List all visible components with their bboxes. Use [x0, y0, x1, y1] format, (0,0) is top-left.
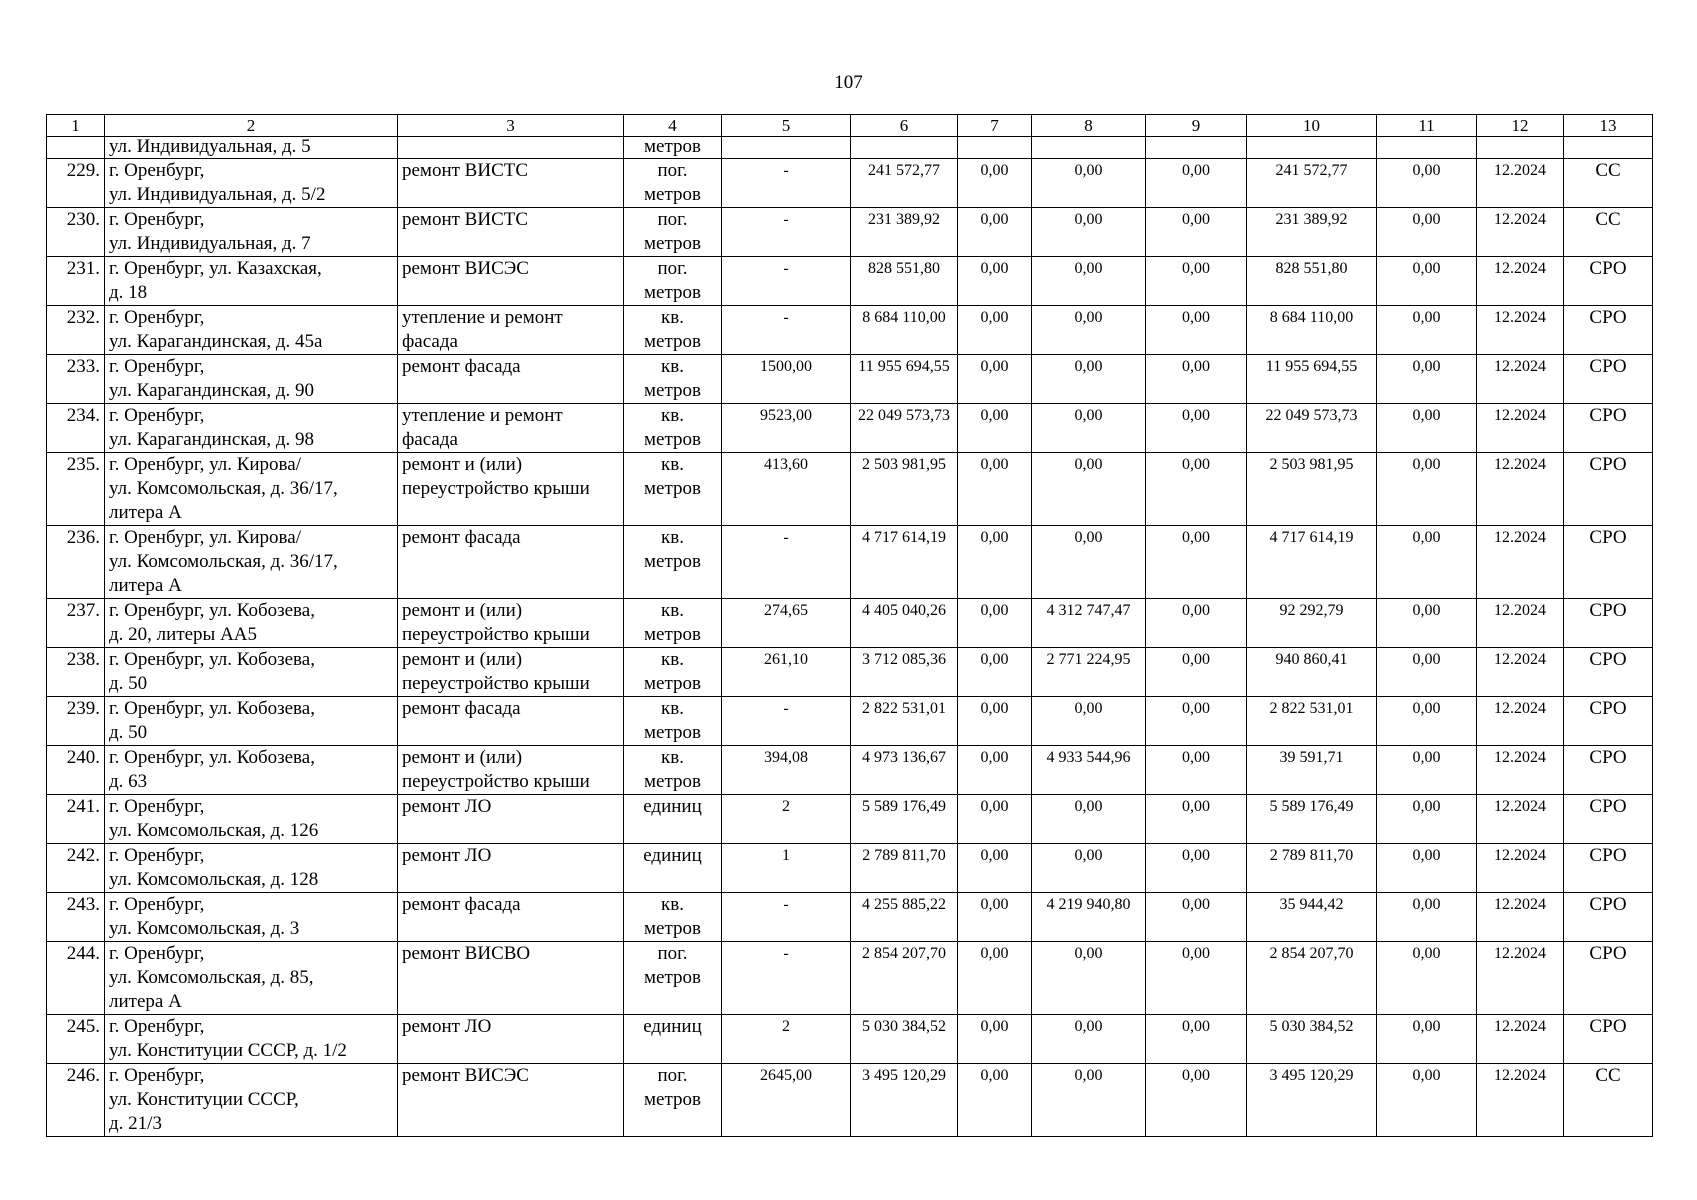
col8-cell: 4 312 747,47: [1032, 599, 1146, 648]
unit-cell: единиц: [624, 795, 722, 844]
deadline-cell: 12.2024: [1477, 453, 1564, 526]
column-header-4: 4: [624, 115, 722, 137]
column-header-13: 13: [1564, 115, 1653, 137]
work-type-cell: ремонт ЛО: [398, 1015, 624, 1064]
col7-cell: 0,00: [958, 697, 1032, 746]
row-number: 244.: [47, 942, 105, 1015]
unit-cell: кв. метров: [624, 453, 722, 526]
deadline-cell: 12.2024: [1477, 355, 1564, 404]
total-cost-cell: 241 572,77: [851, 159, 958, 208]
col11-cell: 0,00: [1377, 942, 1477, 1015]
method-cell: СРО: [1564, 599, 1653, 648]
table-row: [47, 453, 1653, 526]
col9-cell: 0,00: [1146, 208, 1247, 257]
column-header-12: 12: [1477, 115, 1564, 137]
quantity-cell: -: [722, 893, 851, 942]
col11-cell: 0,00: [1377, 257, 1477, 306]
work-type-cell: ремонт ЛО: [398, 844, 624, 893]
deadline-cell: 12.2024: [1477, 893, 1564, 942]
unit-cell: кв. метров: [624, 306, 722, 355]
col8-cell: 2 771 224,95: [1032, 648, 1146, 697]
total-cost-cell: 22 049 573,73: [851, 404, 958, 453]
table-row: [47, 648, 1653, 697]
col7-cell: 0,00: [958, 355, 1032, 404]
col7-cell: 0,00: [958, 453, 1032, 526]
column-header-5: 5: [722, 115, 851, 137]
total-cost-cell: 11 955 694,55: [851, 355, 958, 404]
quantity-cell: -: [722, 306, 851, 355]
col11-cell: 0,00: [1377, 746, 1477, 795]
col8-cell: 0,00: [1032, 404, 1146, 453]
row-number: 246.: [47, 1064, 105, 1137]
column-header-9: 9: [1146, 115, 1247, 137]
total-cost-cell: 2 503 981,95: [851, 453, 958, 526]
col9-cell: [1146, 137, 1247, 159]
work-type-cell: ремонт фасада: [398, 697, 624, 746]
total-cost-cell: 4 973 136,67: [851, 746, 958, 795]
col8-cell: 0,00: [1032, 1015, 1146, 1064]
work-type-cell: ремонт и (или) переустройство крыши: [398, 453, 624, 526]
col7-cell: 0,00: [958, 208, 1032, 257]
col11-cell: 0,00: [1377, 453, 1477, 526]
row-number: 229.: [47, 159, 105, 208]
address-cell: г. Оренбург, ул. Кирова/ ул. Комсомольская, д. 36/17, литера А: [105, 526, 398, 599]
address-cell: г. Оренбург, ул. Карагандинская, д. 90: [105, 355, 398, 404]
deadline-cell: [1477, 137, 1564, 159]
table-row: [47, 526, 1653, 599]
col8-cell: [1032, 137, 1146, 159]
table-row: [47, 697, 1653, 746]
col7-cell: 0,00: [958, 648, 1032, 697]
total-cost-cell: [851, 137, 958, 159]
col8-cell: 4 219 940,80: [1032, 893, 1146, 942]
col11-cell: 0,00: [1377, 159, 1477, 208]
deadline-cell: 12.2024: [1477, 404, 1564, 453]
col10-cell: 35 944,42: [1247, 893, 1377, 942]
col9-cell: 0,00: [1146, 1064, 1247, 1137]
row-number: 232.: [47, 306, 105, 355]
total-cost-cell: 3 712 085,36: [851, 648, 958, 697]
col9-cell: 0,00: [1146, 1015, 1247, 1064]
col7-cell: [958, 137, 1032, 159]
row-number: 245.: [47, 1015, 105, 1064]
quantity-cell: -: [722, 942, 851, 1015]
address-cell: г. Оренбург, ул. Кобозева, д. 50: [105, 697, 398, 746]
quantity-cell: -: [722, 257, 851, 306]
address-cell: г. Оренбург, ул. Кобозева, д. 63: [105, 746, 398, 795]
total-cost-cell: 4 255 885,22: [851, 893, 958, 942]
col9-cell: 0,00: [1146, 306, 1247, 355]
deadline-cell: 12.2024: [1477, 697, 1564, 746]
deadline-cell: 12.2024: [1477, 942, 1564, 1015]
address-cell: г. Оренбург, ул. Казахская, д. 18: [105, 257, 398, 306]
column-header-7: 7: [958, 115, 1032, 137]
address-cell: г. Оренбург, ул. Комсомольская, д. 85, литера А: [105, 942, 398, 1015]
col9-cell: 0,00: [1146, 942, 1247, 1015]
unit-cell: кв. метров: [624, 599, 722, 648]
page-number: 107: [834, 72, 863, 93]
col11-cell: 0,00: [1377, 893, 1477, 942]
quantity-cell: [722, 137, 851, 159]
unit-cell: кв. метров: [624, 355, 722, 404]
unit-cell: кв. метров: [624, 893, 722, 942]
address-cell: г. Оренбург, ул. Карагандинская, д. 45а: [105, 306, 398, 355]
deadline-cell: 12.2024: [1477, 648, 1564, 697]
col7-cell: 0,00: [958, 599, 1032, 648]
deadline-cell: 12.2024: [1477, 526, 1564, 599]
col11-cell: 0,00: [1377, 648, 1477, 697]
deadline-cell: 12.2024: [1477, 599, 1564, 648]
col7-cell: 0,00: [958, 942, 1032, 1015]
col10-cell: 241 572,77: [1247, 159, 1377, 208]
col7-cell: 0,00: [958, 746, 1032, 795]
col10-cell: 11 955 694,55: [1247, 355, 1377, 404]
work-type-cell: ремонт и (или) переустройство крыши: [398, 599, 624, 648]
col10-cell: 2 854 207,70: [1247, 942, 1377, 1015]
col7-cell: 0,00: [958, 893, 1032, 942]
deadline-cell: 12.2024: [1477, 257, 1564, 306]
col11-cell: 0,00: [1377, 1064, 1477, 1137]
quantity-cell: 2645,00: [722, 1064, 851, 1137]
col11-cell: 0,00: [1377, 697, 1477, 746]
unit-cell: кв. метров: [624, 697, 722, 746]
work-type-cell: ремонт ВИСТС: [398, 159, 624, 208]
col10-cell: 5 030 384,52: [1247, 1015, 1377, 1064]
col10-cell: 940 860,41: [1247, 648, 1377, 697]
quantity-cell: -: [722, 526, 851, 599]
col11-cell: 0,00: [1377, 526, 1477, 599]
address-cell: г. Оренбург, ул. Кирова/ ул. Комсомольская, д. 36/17, литера А: [105, 453, 398, 526]
table-row: [47, 599, 1653, 648]
col10-cell: 3 495 120,29: [1247, 1064, 1377, 1137]
method-cell: СС: [1564, 1064, 1653, 1137]
quantity-cell: 2: [722, 795, 851, 844]
total-cost-cell: 2 822 531,01: [851, 697, 958, 746]
address-cell: г. Оренбург, ул. Комсомольская, д. 3: [105, 893, 398, 942]
deadline-cell: 12.2024: [1477, 306, 1564, 355]
table-row: [47, 746, 1653, 795]
deadline-cell: 12.2024: [1477, 795, 1564, 844]
work-type-cell: ремонт ВИСТС: [398, 208, 624, 257]
address-cell: г. Оренбург, ул. Индивидуальная, д. 7: [105, 208, 398, 257]
col10-cell: 2 503 981,95: [1247, 453, 1377, 526]
col9-cell: 0,00: [1146, 697, 1247, 746]
method-cell: СС: [1564, 208, 1653, 257]
method-cell: СРО: [1564, 404, 1653, 453]
col11-cell: 0,00: [1377, 404, 1477, 453]
col7-cell: 0,00: [958, 1015, 1032, 1064]
col8-cell: 0,00: [1032, 942, 1146, 1015]
table-body: [47, 137, 1653, 1137]
col8-cell: 0,00: [1032, 1064, 1146, 1137]
row-number: 236.: [47, 526, 105, 599]
table-row: [47, 208, 1653, 257]
work-type-cell: ремонт фасада: [398, 526, 624, 599]
col8-cell: 0,00: [1032, 795, 1146, 844]
row-number: 240.: [47, 746, 105, 795]
col8-cell: 0,00: [1032, 208, 1146, 257]
col7-cell: 0,00: [958, 306, 1032, 355]
col8-cell: 0,00: [1032, 844, 1146, 893]
method-cell: СС: [1564, 159, 1653, 208]
col11-cell: 0,00: [1377, 844, 1477, 893]
table-row: [47, 257, 1653, 306]
col10-cell: 2 789 811,70: [1247, 844, 1377, 893]
quantity-cell: 261,10: [722, 648, 851, 697]
address-cell: г. Оренбург, ул. Кобозева, д. 20, литеры АА5: [105, 599, 398, 648]
col11-cell: [1377, 137, 1477, 159]
col9-cell: 0,00: [1146, 404, 1247, 453]
col11-cell: 0,00: [1377, 306, 1477, 355]
col8-cell: 0,00: [1032, 257, 1146, 306]
work-type-cell: ремонт фасада: [398, 893, 624, 942]
table-row: [47, 893, 1653, 942]
deadline-cell: 12.2024: [1477, 1064, 1564, 1137]
row-number: 242.: [47, 844, 105, 893]
quantity-cell: 1500,00: [722, 355, 851, 404]
col10-cell: [1247, 137, 1377, 159]
table-row: [47, 404, 1653, 453]
col8-cell: 0,00: [1032, 355, 1146, 404]
unit-cell: пог. метров: [624, 208, 722, 257]
address-cell: г. Оренбург, ул. Комсомольская, д. 126: [105, 795, 398, 844]
total-cost-cell: 828 551,80: [851, 257, 958, 306]
col7-cell: 0,00: [958, 159, 1032, 208]
column-header-6: 6: [851, 115, 958, 137]
unit-cell: кв. метров: [624, 404, 722, 453]
table-row: [47, 795, 1653, 844]
deadline-cell: 12.2024: [1477, 1015, 1564, 1064]
work-type-cell: [398, 137, 624, 159]
col8-cell: 0,00: [1032, 697, 1146, 746]
row-number: 231.: [47, 257, 105, 306]
total-cost-cell: 8 684 110,00: [851, 306, 958, 355]
row-number: 241.: [47, 795, 105, 844]
deadline-cell: 12.2024: [1477, 159, 1564, 208]
work-type-cell: ремонт и (или) переустройство крыши: [398, 746, 624, 795]
unit-cell: метров: [624, 137, 722, 159]
col10-cell: 828 551,80: [1247, 257, 1377, 306]
total-cost-cell: 3 495 120,29: [851, 1064, 958, 1137]
unit-cell: единиц: [624, 844, 722, 893]
total-cost-cell: 2 854 207,70: [851, 942, 958, 1015]
unit-cell: пог. метров: [624, 159, 722, 208]
deadline-cell: 12.2024: [1477, 844, 1564, 893]
work-type-cell: ремонт фасада: [398, 355, 624, 404]
address-cell: г. Оренбург, ул. Карагандинская, д. 98: [105, 404, 398, 453]
method-cell: СРО: [1564, 795, 1653, 844]
unit-cell: пог. метров: [624, 257, 722, 306]
quantity-cell: 9523,00: [722, 404, 851, 453]
quantity-cell: 413,60: [722, 453, 851, 526]
work-type-cell: ремонт и (или) переустройство крыши: [398, 648, 624, 697]
row-number: 239.: [47, 697, 105, 746]
unit-cell: кв. метров: [624, 746, 722, 795]
address-cell: г. Оренбург, ул. Комсомольская, д. 128: [105, 844, 398, 893]
row-number: 233.: [47, 355, 105, 404]
total-cost-cell: 5 589 176,49: [851, 795, 958, 844]
column-header-3: 3: [398, 115, 624, 137]
method-cell: СРО: [1564, 257, 1653, 306]
col9-cell: 0,00: [1146, 746, 1247, 795]
quantity-cell: 274,65: [722, 599, 851, 648]
address-cell: ул. Индивидуальная, д. 5: [105, 137, 398, 159]
method-cell: СРО: [1564, 697, 1653, 746]
method-cell: СРО: [1564, 306, 1653, 355]
col7-cell: 0,00: [958, 404, 1032, 453]
col11-cell: 0,00: [1377, 599, 1477, 648]
table-row: [47, 844, 1653, 893]
column-header-10: 10: [1247, 115, 1377, 137]
row-number: 235.: [47, 453, 105, 526]
col8-cell: 0,00: [1032, 306, 1146, 355]
col9-cell: 0,00: [1146, 599, 1247, 648]
total-cost-cell: 231 389,92: [851, 208, 958, 257]
total-cost-cell: 4 405 040,26: [851, 599, 958, 648]
quantity-cell: -: [722, 159, 851, 208]
work-type-cell: ремонт ВИСЭС: [398, 1064, 624, 1137]
address-cell: г. Оренбург, ул. Кобозева, д. 50: [105, 648, 398, 697]
work-type-cell: утепление и ремонт фасада: [398, 306, 624, 355]
unit-cell: пог. метров: [624, 1064, 722, 1137]
row-number: 234.: [47, 404, 105, 453]
col8-cell: 0,00: [1032, 453, 1146, 526]
method-cell: СРО: [1564, 746, 1653, 795]
row-number: [47, 137, 105, 159]
deadline-cell: 12.2024: [1477, 746, 1564, 795]
method-cell: СРО: [1564, 526, 1653, 599]
work-type-cell: ремонт ЛО: [398, 795, 624, 844]
table-row: [47, 355, 1653, 404]
unit-cell: кв. метров: [624, 526, 722, 599]
table-row: [47, 942, 1653, 1015]
col11-cell: 0,00: [1377, 355, 1477, 404]
address-cell: г. Оренбург, ул. Индивидуальная, д. 5/2: [105, 159, 398, 208]
total-cost-cell: 2 789 811,70: [851, 844, 958, 893]
method-cell: СРО: [1564, 355, 1653, 404]
col7-cell: 0,00: [958, 1064, 1032, 1137]
table-row: [47, 306, 1653, 355]
col10-cell: 231 389,92: [1247, 208, 1377, 257]
quantity-cell: 2: [722, 1015, 851, 1064]
col9-cell: 0,00: [1146, 355, 1247, 404]
work-type-cell: утепление и ремонт фасада: [398, 404, 624, 453]
quantity-cell: -: [722, 208, 851, 257]
col10-cell: 2 822 531,01: [1247, 697, 1377, 746]
col9-cell: 0,00: [1146, 526, 1247, 599]
method-cell: СРО: [1564, 453, 1653, 526]
row-number: 230.: [47, 208, 105, 257]
row-number: 238.: [47, 648, 105, 697]
address-cell: г. Оренбург, ул. Конституции СССР, д. 1/2: [105, 1015, 398, 1064]
col10-cell: 92 292,79: [1247, 599, 1377, 648]
col9-cell: 0,00: [1146, 844, 1247, 893]
col9-cell: 0,00: [1146, 453, 1247, 526]
method-cell: СРО: [1564, 893, 1653, 942]
col9-cell: 0,00: [1146, 893, 1247, 942]
table-row: [47, 137, 1653, 159]
unit-cell: единиц: [624, 1015, 722, 1064]
col9-cell: 0,00: [1146, 257, 1247, 306]
row-number: 237.: [47, 599, 105, 648]
col10-cell: 4 717 614,19: [1247, 526, 1377, 599]
col11-cell: 0,00: [1377, 795, 1477, 844]
col11-cell: 0,00: [1377, 1015, 1477, 1064]
col9-cell: 0,00: [1146, 648, 1247, 697]
table-row: [47, 159, 1653, 208]
quantity-cell: 394,08: [722, 746, 851, 795]
column-header-2: 2: [105, 115, 398, 137]
method-cell: СРО: [1564, 942, 1653, 1015]
address-cell: г. Оренбург, ул. Конституции СССР, д. 21/3: [105, 1064, 398, 1137]
col10-cell: 8 684 110,00: [1247, 306, 1377, 355]
repair-register-table: [46, 114, 1653, 1137]
work-type-cell: ремонт ВИСЭС: [398, 257, 624, 306]
col7-cell: 0,00: [958, 844, 1032, 893]
quantity-cell: 1: [722, 844, 851, 893]
total-cost-cell: 4 717 614,19: [851, 526, 958, 599]
method-cell: СРО: [1564, 648, 1653, 697]
column-header-1: 1: [47, 115, 105, 137]
table-row: [47, 1064, 1653, 1137]
col8-cell: 0,00: [1032, 526, 1146, 599]
col7-cell: 0,00: [958, 257, 1032, 306]
work-type-cell: ремонт ВИСВО: [398, 942, 624, 1015]
unit-cell: кв. метров: [624, 648, 722, 697]
col7-cell: 0,00: [958, 795, 1032, 844]
quantity-cell: -: [722, 697, 851, 746]
col9-cell: 0,00: [1146, 795, 1247, 844]
col10-cell: 5 589 176,49: [1247, 795, 1377, 844]
method-cell: [1564, 137, 1653, 159]
col9-cell: 0,00: [1146, 159, 1247, 208]
col10-cell: 39 591,71: [1247, 746, 1377, 795]
col8-cell: 4 933 544,96: [1032, 746, 1146, 795]
column-number-row: [47, 115, 1653, 137]
total-cost-cell: 5 030 384,52: [851, 1015, 958, 1064]
column-header-8: 8: [1032, 115, 1146, 137]
col7-cell: 0,00: [958, 526, 1032, 599]
unit-cell: пог. метров: [624, 942, 722, 1015]
method-cell: СРО: [1564, 1015, 1653, 1064]
col10-cell: 22 049 573,73: [1247, 404, 1377, 453]
method-cell: СРО: [1564, 844, 1653, 893]
deadline-cell: 12.2024: [1477, 208, 1564, 257]
row-number: 243.: [47, 893, 105, 942]
table-row: [47, 1015, 1653, 1064]
col11-cell: 0,00: [1377, 208, 1477, 257]
col8-cell: 0,00: [1032, 159, 1146, 208]
column-header-11: 11: [1377, 115, 1477, 137]
